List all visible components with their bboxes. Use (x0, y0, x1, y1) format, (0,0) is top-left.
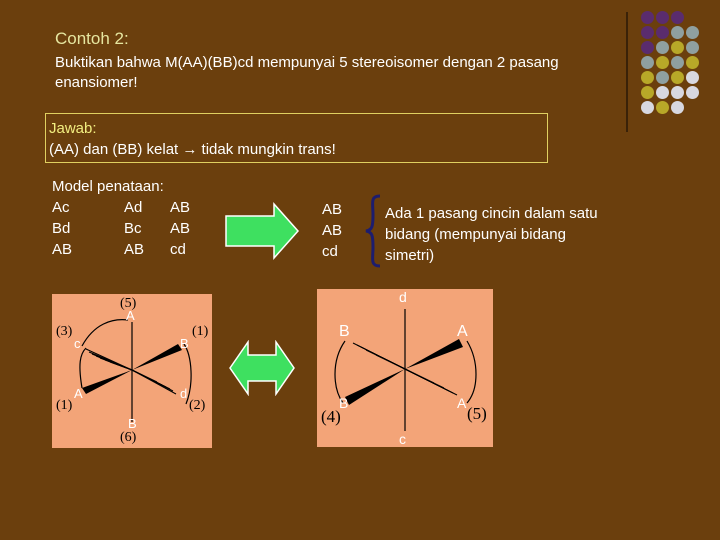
problem-statement: Buktikan bahwa M(AA)(BB)cd mempunyai 5 stereoisomer dengan 2 pasang enansiomer! (55, 54, 559, 91)
atom-label: d (399, 289, 407, 305)
table-cell: Bc (124, 220, 142, 237)
table-cell: Ad (124, 199, 143, 216)
decorative-divider (626, 12, 628, 132)
table-cell: AB (170, 220, 191, 237)
decorative-dot (671, 41, 684, 54)
group-item: AB (322, 222, 343, 239)
decorative-dot (656, 26, 669, 39)
atom-label: A (74, 386, 83, 401)
decorative-dot (671, 26, 684, 39)
atom-label: A (126, 308, 135, 323)
right-arrow-icon (224, 202, 300, 260)
atom-label: d (180, 386, 188, 401)
decorative-dot (641, 101, 654, 114)
right-structure-panel (317, 289, 493, 447)
group-note: Ada 1 pasang cincin dalam satu bidang (mempunyai bidang simetri) (385, 205, 598, 264)
decorative-dot (671, 71, 684, 84)
selected-group (322, 199, 342, 262)
atom-label: B (128, 416, 137, 431)
table-cell: Ac (52, 199, 70, 216)
decorative-dot (656, 11, 669, 24)
position-label: (2) (189, 398, 206, 413)
decorative-dot (686, 71, 699, 84)
model-col-1 (52, 197, 72, 260)
atom-label: c (74, 336, 81, 351)
position-label: (5) (120, 296, 137, 311)
position-label: (3) (56, 324, 73, 339)
decorative-dot (641, 71, 654, 84)
atom-label: B (339, 395, 349, 411)
decorative-dot (656, 56, 669, 69)
position-label: (1) (192, 324, 209, 339)
table-cell: AB (170, 199, 191, 216)
table-cell: Bd (52, 220, 71, 237)
atom-label: A (457, 323, 468, 340)
group-item: cd (322, 243, 338, 260)
atom-label: c (399, 431, 406, 447)
decorative-dot (671, 56, 684, 69)
decorative-dot (686, 41, 699, 54)
answer-text: (AA) dan (BB) kelat → tidak mungkin trans! (49, 141, 336, 158)
decorative-dot (671, 86, 684, 99)
position-label: (6) (120, 430, 137, 445)
table-cell: AB (124, 241, 145, 258)
curly-brace-icon (362, 193, 384, 269)
decorative-dot (671, 101, 684, 114)
model-col-2 (124, 197, 144, 260)
decorative-dot (686, 56, 699, 69)
atom-label: A (457, 395, 467, 411)
group-item: AB (322, 201, 343, 218)
decorative-dot (641, 26, 654, 39)
decorative-dot (671, 11, 684, 24)
decorative-dot (656, 101, 669, 114)
decorative-dot (641, 56, 654, 69)
answer-label: Jawab: (49, 120, 97, 137)
position-label: (4) (321, 407, 341, 426)
decorative-dot (686, 86, 699, 99)
decorative-dot (641, 41, 654, 54)
position-label: (1) (56, 398, 73, 413)
decorative-dot (656, 41, 669, 54)
decorative-dot (641, 86, 654, 99)
slide-title: Contoh 2: (55, 29, 129, 48)
table-cell: AB (52, 241, 73, 258)
decorative-dot (656, 71, 669, 84)
model-col-3 (170, 197, 190, 260)
decorative-dot (641, 11, 654, 24)
atom-label: B (339, 323, 350, 340)
decorative-dot (656, 86, 669, 99)
double-arrow-icon (228, 340, 296, 396)
left-structure-panel (52, 294, 212, 448)
decorative-dot (686, 26, 699, 39)
position-label: (5) (467, 404, 487, 423)
model-label: Model penataan: (52, 178, 164, 195)
atom-label: B (180, 336, 189, 351)
table-cell: cd (170, 241, 186, 258)
